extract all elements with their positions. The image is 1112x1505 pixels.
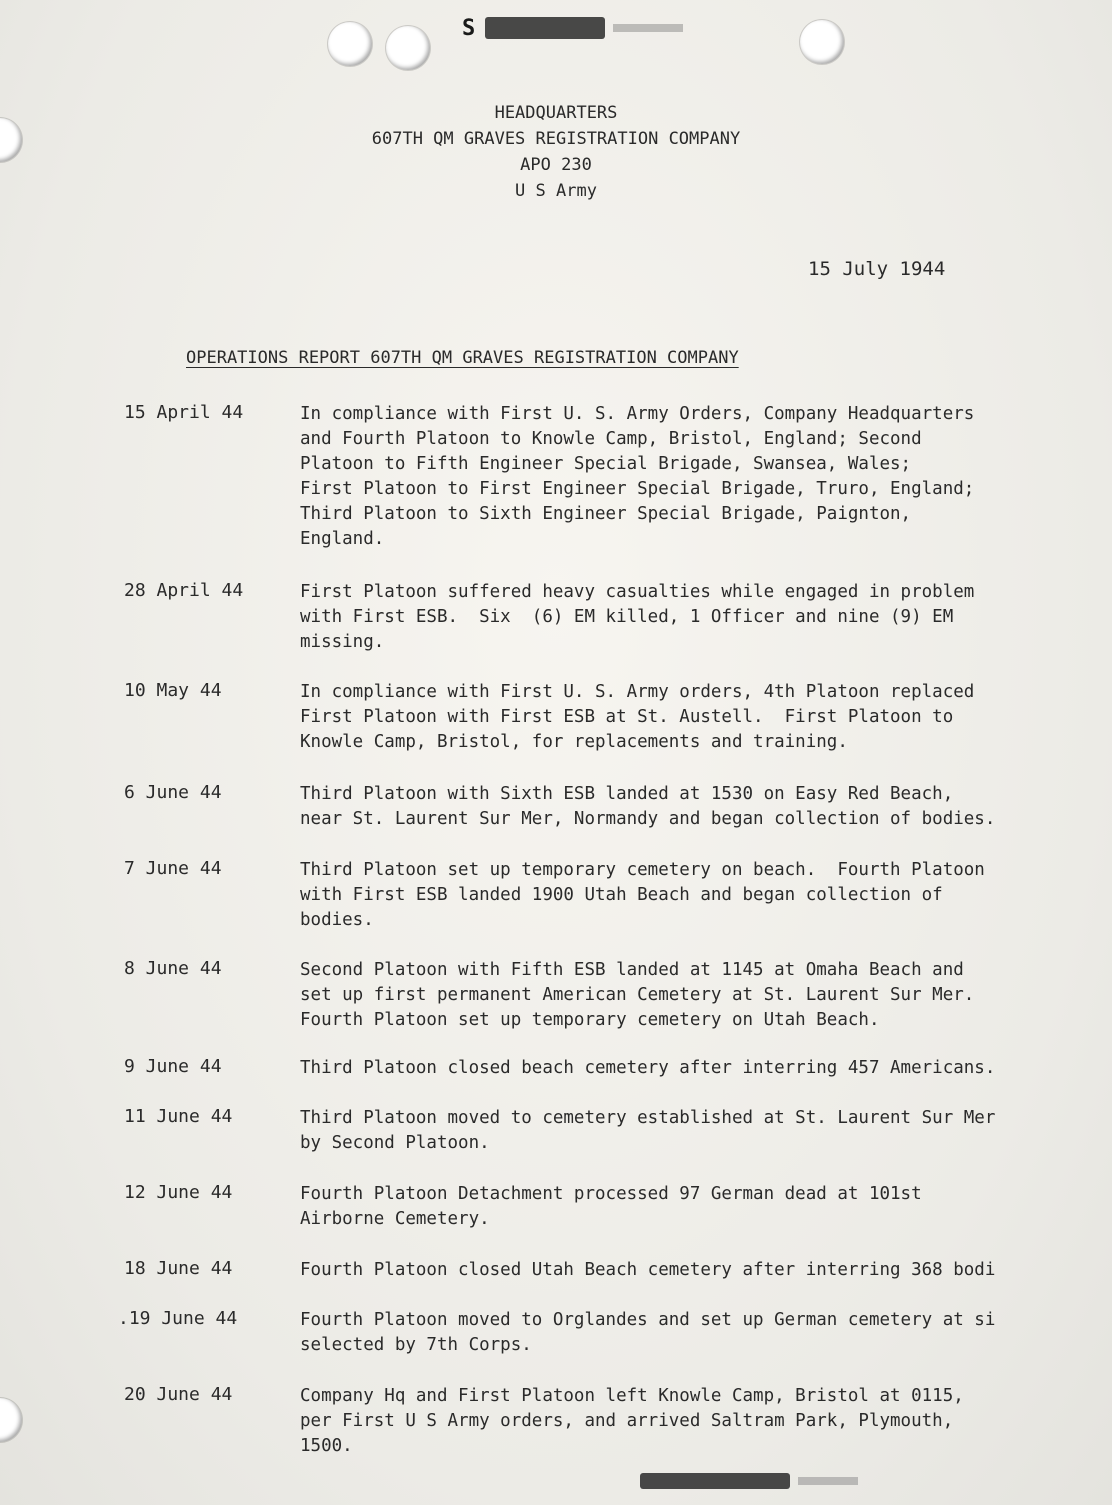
entry-text: Third Platoon closed beach cemetery after interring 457 Americans. xyxy=(300,1058,996,1078)
entry-date: 10 May 44 xyxy=(124,680,222,701)
classification-stamp-letter: S xyxy=(462,15,478,41)
report-date: 15 July 1944 xyxy=(808,258,946,280)
header-line-2: 607TH QM GRAVES REGISTRATION COMPANY xyxy=(371,129,741,149)
entry-date: 9 June 44 xyxy=(124,1056,222,1077)
report-title: OPERATIONS REPORT 607TH QM GRAVES REGISTRATION COMPANY xyxy=(186,348,739,368)
entry-text: First Platoon suffered heavy casualties while engaged in problem with First ESB. Six (6) EM killed, 1 Officer and nine (9) EM missing. xyxy=(300,582,975,652)
entry-date: 8 June 44 xyxy=(124,958,222,979)
redacted-stamp-mark xyxy=(640,1473,790,1489)
entry-text: Second Platoon with Fifth ESB landed at 1145 at Omaha Beach and set up first permanent American Cemetery at St. Laurent Sur Mer. Fourth Platoon set up temporary cemetery on Utah Beach. xyxy=(300,960,975,1030)
entry-text: Third Platoon with Sixth ESB landed at 1530 on Easy Red Beach, near St. Laurent Sur Mer, Normandy and began collection of bodies. xyxy=(300,784,996,829)
entry-date: 18 June 44 xyxy=(124,1258,233,1279)
entry-date: 12 June 44 xyxy=(124,1182,233,1203)
entry-text: Fourth Platoon closed Utah Beach cemetery after interring 368 bodi xyxy=(300,1260,996,1280)
entry-text: In compliance with First U. S. Army Orders, Company Headquarters and Fourth Platoon to Knowle Camp, Bristol, England; Second Platoon to Fifth Engineer Special Brigade, Swansea, Wales; First Platoon to First Engineer Special Brigade, Truro, England; Third Platoon to Sixth Engineer Special Brigade, Paignton, England. xyxy=(300,404,975,549)
entry-date: 6 June 44 xyxy=(124,782,222,803)
entry-date: .19 June 44 xyxy=(118,1308,238,1329)
entry-text: In compliance with First U. S. Army orders, 4th Platoon replaced First Platoon with First ESB at St. Austell. First Platoon to Knowle Camp, Bristol, for replacements and training. xyxy=(300,682,975,752)
entry-date: 11 June 44 xyxy=(124,1106,233,1127)
entry-date: 28 April 44 xyxy=(124,580,244,601)
entry-date: 7 June 44 xyxy=(124,858,222,879)
entry-date: 20 June 44 xyxy=(124,1384,233,1405)
entry-text: Company Hq and First Platoon left Knowle Camp, Bristol at 0115, per First U S Army orders, and arrived Saltram Park, Plymouth, 1500. xyxy=(300,1386,964,1456)
header-line-4: U S Army xyxy=(515,181,597,201)
entry-text: Third Platoon set up temporary cemetery on beach. Fourth Platoon with First ESB landed 1900 Utah Beach and began collection of bodies. xyxy=(300,860,985,930)
entry-date: 15 April 44 xyxy=(124,402,244,423)
header-line-3: APO 230 xyxy=(520,155,592,175)
entry-text: Fourth Platoon moved to Orglandes and set up German cemetery at si selected by 7th Corps. xyxy=(300,1310,996,1355)
entry-text: Third Platoon moved to cemetery established at St. Laurent Sur Mer by Second Platoon. xyxy=(300,1108,996,1153)
classification-stamp-bottom xyxy=(640,1468,880,1494)
header-line-1: HEADQUARTERS xyxy=(494,103,618,123)
faded-stamp-mark xyxy=(798,1477,858,1485)
entry-text: Fourth Platoon Detachment processed 97 German dead at 101st Airborne Cemetery. xyxy=(300,1184,922,1229)
